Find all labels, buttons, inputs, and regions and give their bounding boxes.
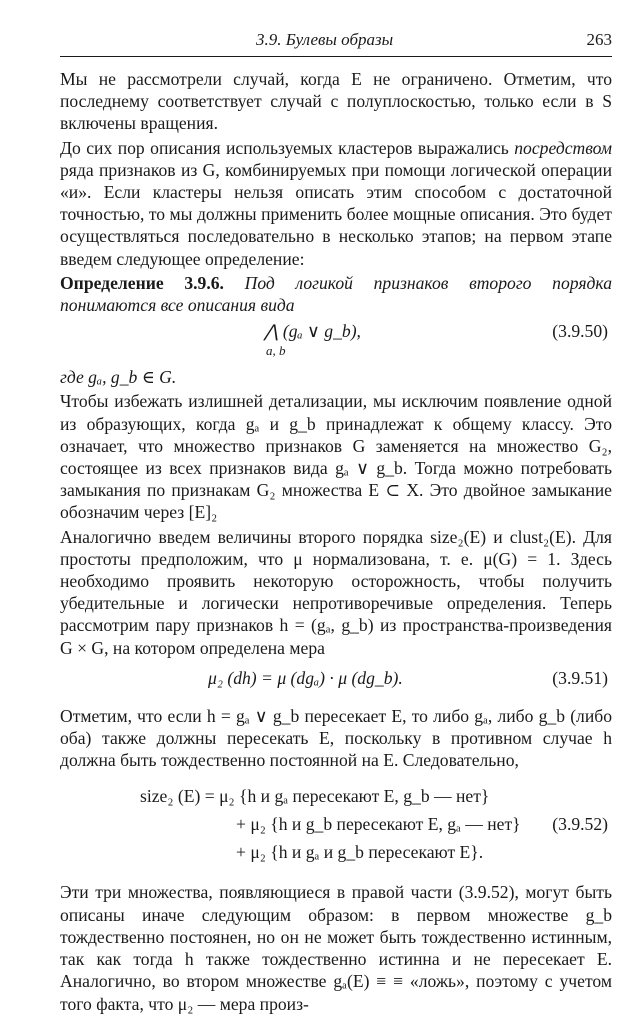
equation-3-9-50-expression: ⋀ (gₐ ∨ g_b), xyxy=(264,321,361,342)
equation-3-9-52 xyxy=(60,785,612,881)
paragraph-2-emphasis: посредством xyxy=(514,137,612,158)
equation-3-9-52-number: (3.9.52) xyxy=(552,814,608,835)
equation-3-9-51 xyxy=(60,661,612,695)
paragraph-2-rest: ряда признаков из G, комбинируемых при помощи логической операции «и». Если кластеры нельзя описать этим способом с достаточной точностью, то мы должны применить более мощные описания. Это будет осуществляться последовательно в несколько этапов; на первом этапе введем следующее определение: xyxy=(60,159,612,269)
definition xyxy=(60,272,612,316)
equation-3-9-50-number: (3.9.50) xyxy=(552,321,608,342)
equation-3-9-52-line-3: + μ₂ {h и gₐ и g_b пересекают E}. xyxy=(236,842,484,863)
paragraph-3: Чтобы избежать излишней детализации, мы исключим появление одной из образующих, когда gₐ и g_b принадлежат к общему классу. Это означает, что множество признаков G заменяется на множество G₂, состоящее из всех признаков вида gₐ ∨ g_b. Тогда можно потребовать замыкания по признакам G₂ множества E ⊂ X. Это двойное замыкание обозначим через [E]₂ xyxy=(60,391,612,523)
page-number: 263 xyxy=(586,30,612,49)
paragraph-4: Аналогично введем величины второго порядка size₂(E) и clust₂(E). Для простоты предположим, что μ нормализована, т. е. μ(G) = 1. Здесь необходимо проявить некоторую осторожность, чтобы получить убедительные и логически непротиворечивые определения. Теперь рассмотрим пару признаков h = (gₐ, g_b) из пространства-произведения G × G, на котором определена мера xyxy=(60,526,612,658)
paragraph-2 xyxy=(60,137,612,270)
spacer xyxy=(60,695,612,705)
header-title: 3.9. Булевы образы xyxy=(256,30,394,49)
equation-3-9-52-line-2: + μ₂ {h и g_b пересекают E, gₐ — нет} xyxy=(236,814,521,835)
equation-3-9-50-subscript: a, b xyxy=(266,343,286,359)
equation-3-9-51-number: (3.9.51) xyxy=(552,667,608,688)
equation-3-9-50 xyxy=(60,320,612,366)
running-header xyxy=(60,26,612,57)
equation-3-9-52-line-1: size₂ (E) = μ₂ {h и gₐ пересекают E, g_b — нет} xyxy=(140,786,490,807)
where-clause: где gₐ, g_b ∈ G. xyxy=(60,367,177,388)
definition-label: Определение 3.9.6. xyxy=(60,272,224,293)
equation-3-9-51-expression: μ₂ (dh) = μ (dgₐ) · μ (dg_b). xyxy=(208,667,403,688)
definition-text: Под логикой признаков второго порядка понимаются все описания вида xyxy=(60,272,612,316)
paragraph-2-start: До сих пор описания используемых кластеров выражались xyxy=(60,137,509,158)
page-body xyxy=(60,68,612,1017)
paragraph-6: Эти три множества, появляющиеся в правой части (3.9.52), могут быть описаны иначе следующим образом: в первом множестве g_b тождественно постоянен, но он не может быть тождественно истинным, так как тогда h также тождественно истинна и не пересекает E. Аналогично, во втором множестве gₐ(E) ≡ ≡ «ложь», поэтому с учетом того факта, что μ₂ — мера произ- xyxy=(60,882,612,1014)
paragraph-1: Мы не рассмотрели случай, когда E не ограничено. Отметим, что последнему соответствует случай с полуплоскостью, только если в S включены вращения. xyxy=(60,69,612,134)
paragraph-5: Отметим, что если h = gₐ ∨ g_b пересекает E, то либо gₐ, либо g_b (либо оба) также должны пересекать E, поскольку в противном случае h должна быть тождественно постоянной на E. Следовательно, xyxy=(60,705,612,771)
